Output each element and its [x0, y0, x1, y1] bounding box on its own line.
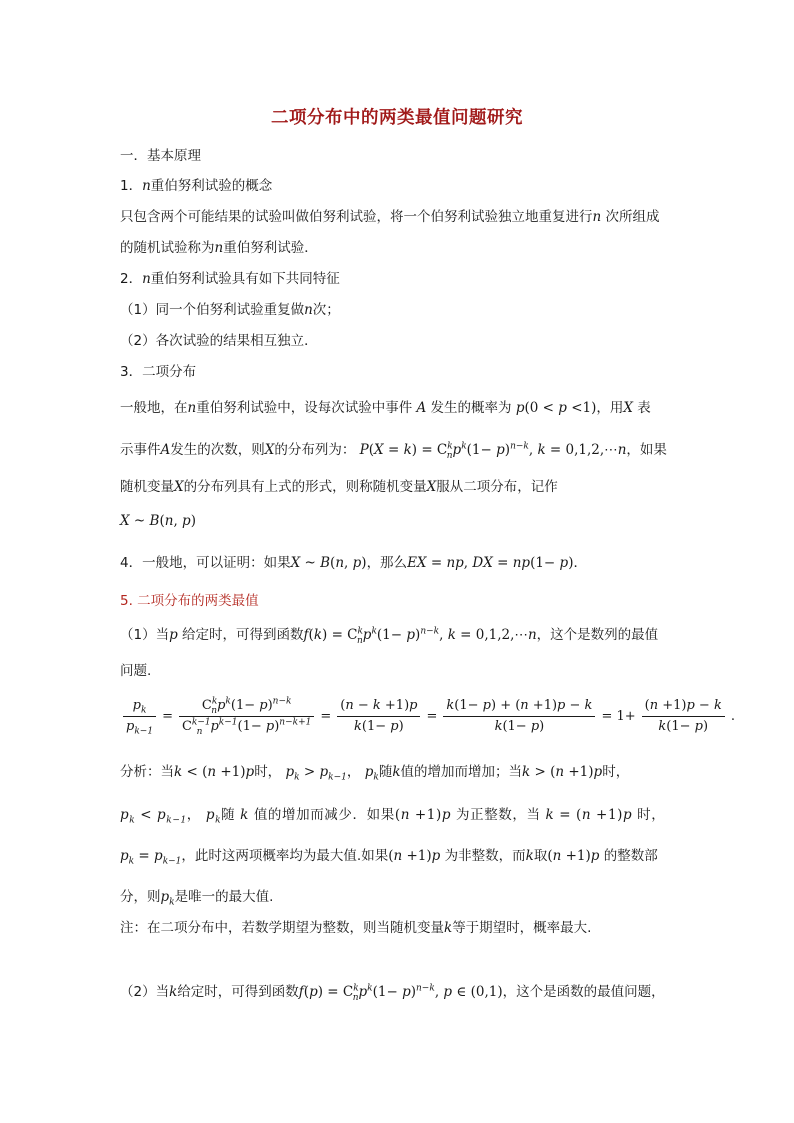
heading-binomial: 3．二项分布 — [120, 364, 197, 380]
note-line: 注：在二项分布中，若数学期望为整数，则当随机变量k等于期望时，概率最大. — [120, 920, 592, 936]
analysis-line: 分，则$p_k$是唯一的最大值. — [120, 889, 274, 908]
paragraph-line: （1）当p 给定时，可得到函数$f(k) = C^k_np^k(1- p)^{n-k}$, k = 0,1,2,⋯n，这个是数列的最值 — [120, 626, 659, 646]
paragraph-line: 随机变量X的分布列具有上式的形式，则称随机变量X服从二项分布，记作 — [120, 479, 558, 495]
fraction: $\frac{k(1- p) + (n +1)p - k}{k(1- p)}$ — [443, 696, 595, 737]
paragraph-line: 只包含两个可能结果的试验叫做伯努利试验，将一个伯努利试验独立地重复进行n 次所组成 — [120, 209, 660, 225]
analysis-line: $p_k < p_{k-1}$， $p_k$随 k 值的增加而减少．如果(n +1)p 为正整数，当 k = (n +1)p 时， — [120, 807, 666, 826]
heading-bernoulli-concept: 1．n重伯努利试验的概念 — [120, 178, 273, 194]
paragraph-line: （2）当k给定时，可得到函数$f(p) = C^k_np^k(1- p)^{n-k}$, p ∈ (0,1)，这个是函数的最值问题， — [120, 983, 665, 1003]
fraction: $\frac{(n +1)p - k}{k(1- p)}$ — [642, 696, 725, 737]
fraction: $\frac{(n - k +1)p}{k(1- p)}$ — [337, 696, 420, 737]
fraction: $\frac{C^k_np^k(1- p)^{n-k}}{C^{k-1}_n p^{k-1}(1- p)^{n-k+1}}$ — [179, 696, 314, 737]
document-title: 二项分布中的两类最值问题研究 — [271, 108, 523, 128]
paragraph-line: 问题. — [120, 663, 152, 679]
section-heading-basic: 一．基本原理 — [120, 148, 201, 164]
paragraph-line: 示事件A发生的次数，则X的分布列为： $P(X = k) = C^k_np^k(1- p)^{n-k}$, k = 0,1,2,⋯n，如果 — [120, 441, 667, 461]
list-item: （2）各次试验的结果相互独立． — [120, 333, 318, 349]
heading-two-extremes: 5. 二项分布的两类最值 — [120, 593, 259, 609]
ratio-equation: $\frac{p_k}{p_{k-1}}$ = $\frac{C^k_np^k(1- p)^{n-k}}{C^{k-1}_n p^{k-1}(1- p)^{n-k+1}}$ = $\frac{(n - k +1)p}{k(1- p)}$ = $\frac{k(1- p) + (n +1)p - k}{k(1- p)}$ = 1+ $\frac{(n +1)p - k}{k(1- p)}$ . — [120, 696, 738, 737]
analysis-line: 分析：当k < (n +1)p时， $p_k > p_{k-1}$， $p_k$随k值的增加而增加；当k > (n +1)p时， — [120, 764, 630, 783]
paragraph-line: 4．一般地，可以证明：如果X ~ B(n, p)，那么EX = np, DX = np(1− p)． — [120, 555, 587, 571]
paragraph-line: 一般地，在n重伯努利试验中，设每次试验中事件 A 发生的概率为 p(0 < p <1)，用X 表 — [120, 400, 651, 416]
list-item: （1）同一个伯努利试验重复做n次； — [120, 302, 340, 318]
fraction: $\frac{p_k}{p_{k-1}}$ — [123, 696, 156, 737]
analysis-line: $p_k = p_{k-1}$，此时这两项概率均为最大值.如果(n +1)p 为非整数，而k取(n +1)p 的整数部 — [120, 848, 658, 867]
formula-line: X ~ B(n, p) — [120, 513, 196, 529]
heading-bernoulli-features: 2．n重伯努利试验具有如下共同特征 — [120, 271, 340, 287]
paragraph-line: 的随机试验称为n重伯努利试验． — [120, 240, 318, 256]
